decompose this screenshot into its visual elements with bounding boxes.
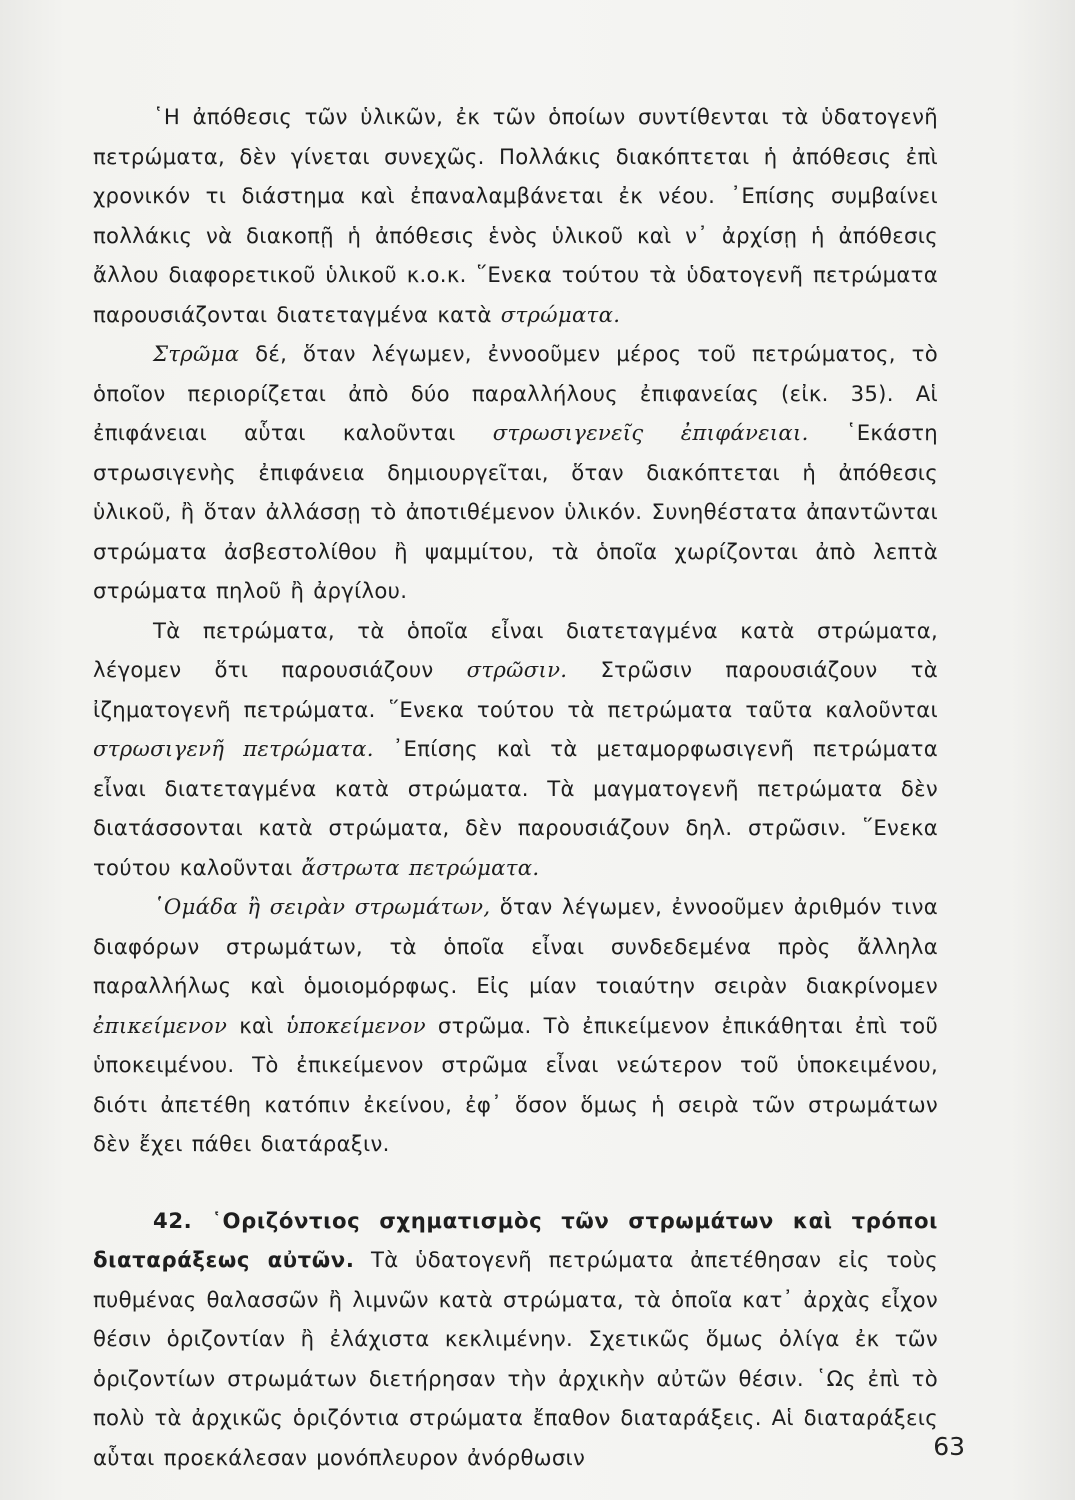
page-number: 63 [933, 1432, 965, 1461]
italic-term: στρώματα. [500, 301, 621, 327]
paragraph-deposition [93, 97, 938, 334]
section-heading: 42. ῾Οριζόντιος σχηματισμὸς τῶν στρωμάτων καὶ τρόποι διαταράξεως αὐτῶν. [93, 1207, 938, 1272]
text-run: Τὰ ὑδατογενῆ πετρώματα ἀπετέθησαν εἰς τοὺς πυθμένας θαλασσῶν ἢ λιμνῶν κατὰ στρώματα, τὰ ὁποῖα κατ᾿ ἀρχὰς εἶχον θέσιν ὁριζοντίαν ἢ ἐλάχιστα κεκλιμένην. Σχετικῶς ὅμως ὀλίγα ἐκ τῶν ὁριζοντίων στρωμάτων διετήρησαν τὴν ἀρχικὴν αὐτῶν θέσιν. ῾Ως ἐπὶ τὸ πολὺ τὰ ἀρχικῶς ὁριζόντια στρώματα ἔπαθον διαταράξεις. Αἱ διαταράξεις αὗται προεκάλεσαν μονόπλευρον ἀνόρθωσιν [93, 1247, 938, 1470]
italic-term: στρωσιγενεῖς ἐπιφάνειαι. [492, 420, 809, 445]
page-body [93, 97, 938, 1477]
text-run: ῾Εκάστη στρωσιγενὴς ἐπιφάνεια δημιουργεῖται, ὅταν διακόπτεται ἡ ἀπόθεσις ὑλικοῦ, ἢ ὅταν ἀλλάσσῃ τὸ ἀποτιθέμενον ὑλικόν. Συνηθέστατα ἀπαντῶνται στρώματα ἀσβεστολίθου ἢ ψαμμίτου, τὰ ὁποῖα χωρίζονται ἀπὸ λεπτὰ στρώματα πηλοῦ ἢ ἀργίλου. [93, 420, 938, 603]
text-run: ὅταν λέγωμεν, ἐννοοῦμεν ἀριθμόν τινα διαφόρων στρωμάτων, τὰ ὁποῖα εἶναι συνδεδεμένα πρὸς ἄλληλα παραλλήλως καὶ ὁμοιομόρφως. Εἰς μίαν τοιαύτην σειρὰν διακρίνομεν [93, 894, 938, 998]
text-run: καὶ [227, 1012, 286, 1038]
text-run: Στρῶσιν παρουσιάζουν τὰ ἰζηματογενῆ πετρώματα. ῞Ενεκα τούτου τὰ πετρώματα ταῦτα καλοῦνται [93, 657, 938, 722]
text-run: Τὰ πετρώματα, τὰ ὁποῖα εἶναι διατεταγμένα κατὰ στρώματα, λέγομεν ὅτι παρουσιάζουν [93, 617, 938, 682]
italic-term: Στρῶμα [153, 341, 240, 366]
italic-term: ἐπικείμενον [93, 1012, 228, 1038]
text-run: στρῶμα. Τὸ ἐπικείμενον ἐπικάθηται ἐπὶ τοῦ ὑποκειμένου. Τὸ ἐπικείμενον στρῶμα εἶναι νεώτερον τοῦ ὑποκειμένου, διότι ἀπετέθη κατόπιν ἐκείνου, ἐφ᾿ ὅσον ὅμως ἡ σειρὰ τῶν στρωμάτων δὲν ἔχει πάθει διατάραξιν. [93, 1012, 938, 1156]
section-42-paragraph [93, 1201, 938, 1478]
italic-term: ῾Ομάδα ἢ σειρὰν στρωμάτων, [153, 894, 491, 919]
paragraph-stratum [93, 334, 938, 611]
italic-term: στρωσιγενῆ πετρώματα. [93, 736, 374, 761]
paragraph-stratification [93, 611, 938, 888]
paragraph-strata-series [93, 887, 938, 1164]
italic-term: ἄστρωτα πετρώματα. [301, 854, 540, 880]
text-run: ᾿Επίσης καὶ τὰ μεταμορφωσιγενῆ πετρώματα εἶναι διατεταγμένα κατὰ στρώματα. Τὰ μαγματογενῆ πετρώματα δὲν διατάσσονται κατὰ στρώματα, δὲν παρουσιάζουν δηλ. στρῶσιν. ῞Ενεκα τούτου καλοῦνται [93, 736, 938, 880]
italic-term: στρῶσιν. [466, 657, 568, 682]
text-run: ῾Η ἀπόθεσις τῶν ὑλικῶν, ἐκ τῶν ὁποίων συντίθενται τὰ ὑδατογενῆ πετρώματα, δὲν γίνεται συνεχῶς. Πολλάκις διακόπτεται ἡ ἀπόθεσις ἐπὶ χρονικόν τι διάστημα καὶ ἐπαναλαμβάνεται ἐκ νέου. ᾿Επίσης συμβαίνει πολλάκις νὰ διακοπῇ ἡ ἀπόθεσις ἑνὸς ὑλικοῦ καὶ ν᾿ ἀρχίσῃ ἡ ἀπόθεσις ἄλλου διαφορετικοῦ ὑλικοῦ κ.ο.κ. ῞Ενεκα τούτου τὰ ὑδατογενῆ πετρώματα παρουσιάζονται διατεταγμένα κατὰ [93, 104, 938, 327]
italic-term: ὑποκείμενον [285, 1012, 426, 1038]
text-run: δέ, ὅταν λέγωμεν, ἐννοοῦμεν μέρος τοῦ πετρώματος, τὸ ὁποῖον περιορίζεται ἀπὸ δύο παραλλήλους ἐπιφανείας (εἰκ. 35). Αἱ ἐπιφάνειαι αὗται καλοῦνται [93, 341, 938, 445]
